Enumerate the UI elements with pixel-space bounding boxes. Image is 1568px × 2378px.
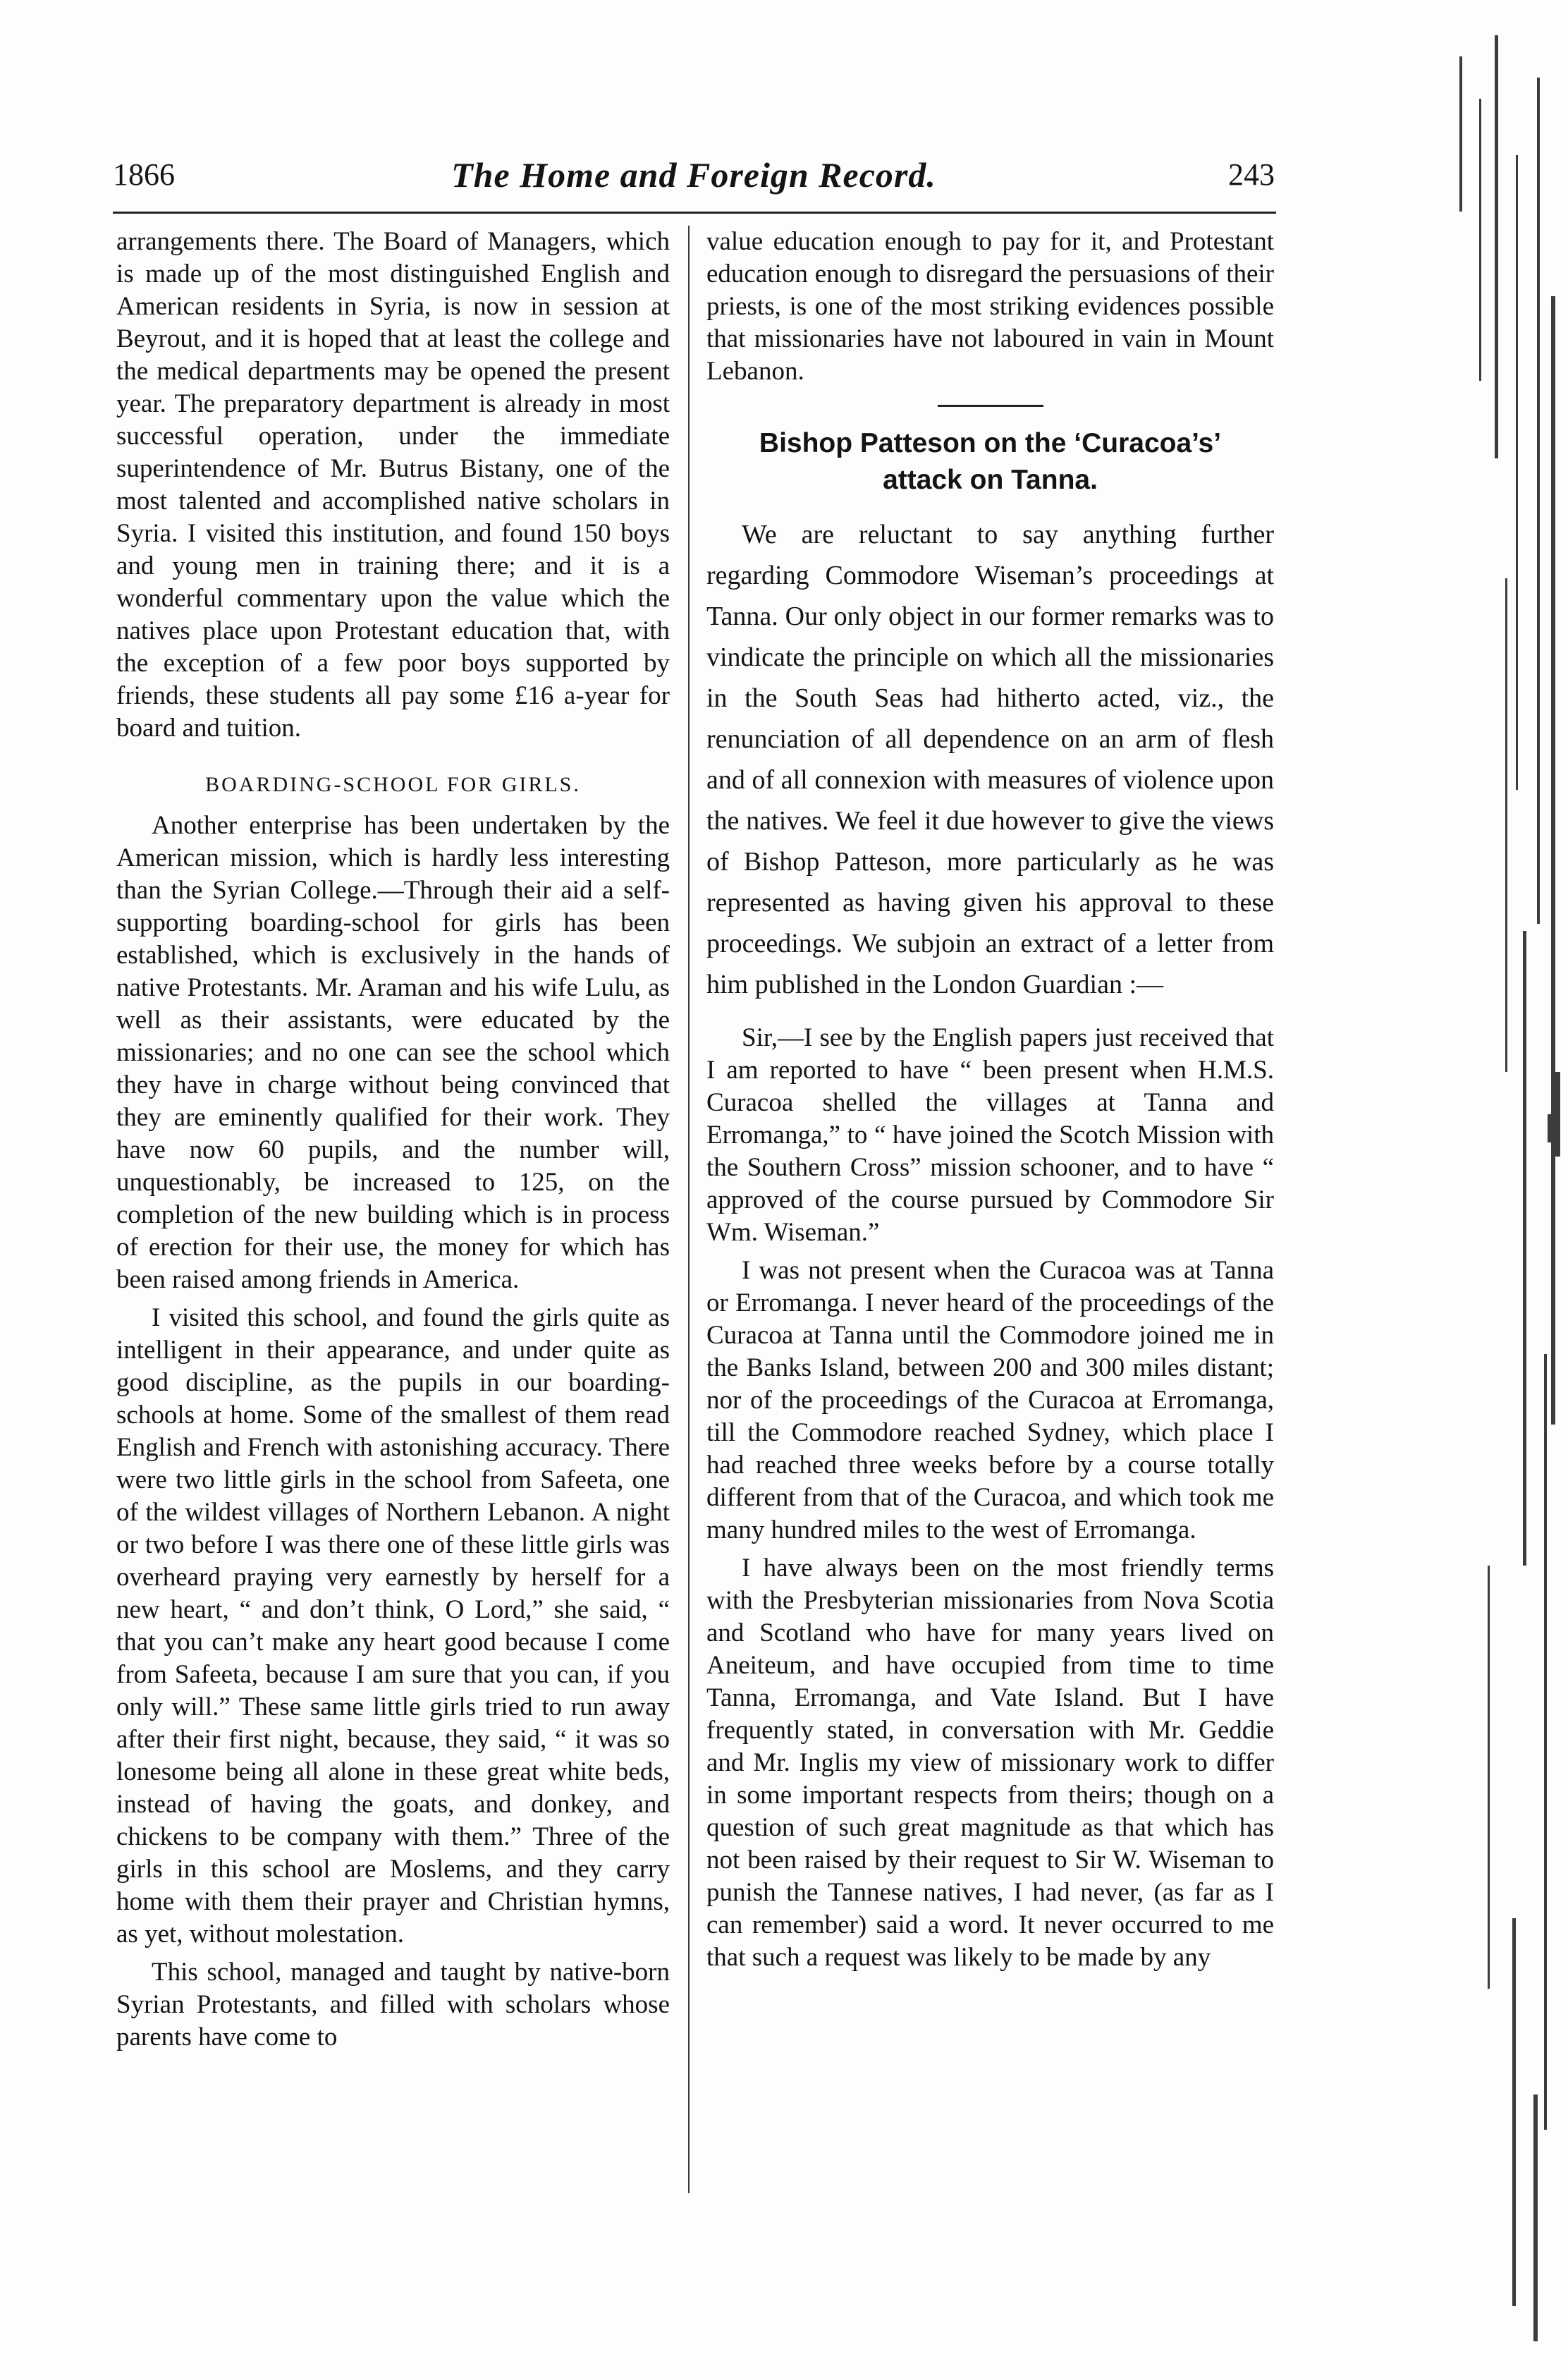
- section-separator: [938, 405, 1043, 407]
- header-rule: [113, 212, 1276, 214]
- page-number: 243: [1228, 157, 1275, 192]
- section-title: Bishop Patteson on the ‘Curacoa’s’ attack on Tanna.: [759, 428, 1222, 495]
- paragraph-school-managed: This school, managed and taught by native-born Syrian Protestants, and filled with scholars whose parents have come to: [116, 1958, 670, 2051]
- paragraph-continuation: value education enough to pay for it, and Protestant education enough to disregard the persuasions of their priests, is one of the most striking evidences possible that missionaries have not laboured in vain in Mount Lebanon.: [706, 227, 1274, 386]
- letter-paragraph-3: I have always been on the most friendly terms with the Presbyterian missionaries from Nova Scotia and Scotland who have for many years lived on Aneiteum, and have occupied from time to time Tanna, Erromanga, and Vate Island. But I have frequently stated, in conversation with Mr. Geddie and Mr. Inglis my view of missionary work to differ in some important respects from theirs; though on a question of such great magnitude as that which has not been raised by their request to Sir W. Wiseman to punish the Tannese natives, I had never, (as far as I can remember) said a word. It never occurred to me that such a request was likely to be made by any: [706, 1554, 1274, 1972]
- letter-paragraph-1: Sir,—I see by the English papers just received that I am reported to have “ been present when H.M.S. Curacoa shelled the villages at Tanna and Erromanga,” to “ have joined the Scotch Mission with the Southern Cross” mission schooner, and to have “ approved of the course pursued by Commodore Sir Wm. Wiseman.”: [706, 1023, 1274, 1247]
- subheading-boarding-school: BOARDING-SCHOOL FOR GIRLS.: [205, 773, 581, 796]
- column-divider: [688, 226, 690, 2193]
- paragraph-enterprise: Another enterprise has been undertaken by the American mission, which is hardly less interesting than the Syrian College.—Through their aid a self-supporting boarding-school for girls has been established, which is exclusively in the hands of native Protestants. Mr. Araman and his wife Lulu, as well as their assistants, were educated by the missionaries; and no one can see the school which they have in charge without being convinced that they are eminently qualified for their work. They have now 60 pupils, and the number will, unquestionably, be increased to 125, on the completion of the new building which is in process of erection for their use, the money for which has been raised among friends in America.: [116, 811, 670, 1294]
- paragraph-intro: We are reluctant to say anything further regarding Commodore Wiseman’s proceedings at Tanna. Our only object in our former remarks was to vindicate the principle on which all the missionaries in the South Seas had hitherto acted, viz., the renunciation of all dependence on an arm of flesh and of all connexion with measures of violence upon the natives. We feel it due however to give the views of Bishop Patteson, more particularly as he was represented as having given his approval to these proceedings. We subjoin an extract of a letter from him published in the London Guardian :—: [706, 520, 1274, 999]
- scan-edge-noise: [1445, 14, 1568, 2370]
- header-year: 1866: [113, 157, 175, 192]
- paragraph-visit-school: I visited this school, and found the girls quite as intelligent in their appearance, and under quite as good discipline, as the pupils in our boarding-schools at home. Some of the smallest of them read English and French with astonishing accuracy. There were two little girls in the school from Safeeta, one of the wildest villages of Northern Lebanon. A night or two before I was there one of these little girls was overheard praying very earnestly by herself for a new heart, “ and don’t think, O Lord,” she said, “ that you can’t make any heart good because I come from Safeeta, because I am sure that you can, if you only will.” These same little girls tried to run away after their first night, because, they said, “ it was so lonesome being all alone in these great white beds, instead of having the goats, and donkey, and chickens to be company with them.” Three of the girls in this school are Moslems, and they carry home with them their prayer and Christian hymns, as yet, without molestation.: [116, 1303, 670, 1949]
- letter-paragraph-2: I was not present when the Curacoa was at Tanna or Erromanga. I never heard of the proceedings of the Curacoa at Tanna until the Commodore joined me in the Banks Island, between 200 and 300 miles distant; nor of the proceedings of the Curacoa at Erromanga, till the Commodore reached Sydney, which place I had reached three weeks before by a course totally different from that of the Curacoa, and which took me many hundred miles to the west of Erromanga.: [706, 1256, 1274, 1544]
- left-column: [116, 226, 670, 2059]
- paragraph-college: arrangements there. The Board of Managers, which is made up of the most distinguished English and American residents in Syria, is now in session at Beyrout, and it is hoped that at least the college and the medical departments may be opened the present year. The preparatory department is already in most successful operation, under the immediate superintendence of Mr. Butrus Bistany, one of the most talented and accomplished native scholars in Syria. I visited this institution, and found 150 boys and young men in training there; and it is a wonderful commentary upon the value which the natives place upon Protestant education that, with the exception of a few poor boys supported by friends, these students all pay some £16 a-year for board and tuition.: [116, 227, 670, 743]
- journal-title: The Home and Foreign Record.: [451, 155, 936, 195]
- right-column: [706, 226, 1274, 1980]
- running-header: [113, 154, 1275, 203]
